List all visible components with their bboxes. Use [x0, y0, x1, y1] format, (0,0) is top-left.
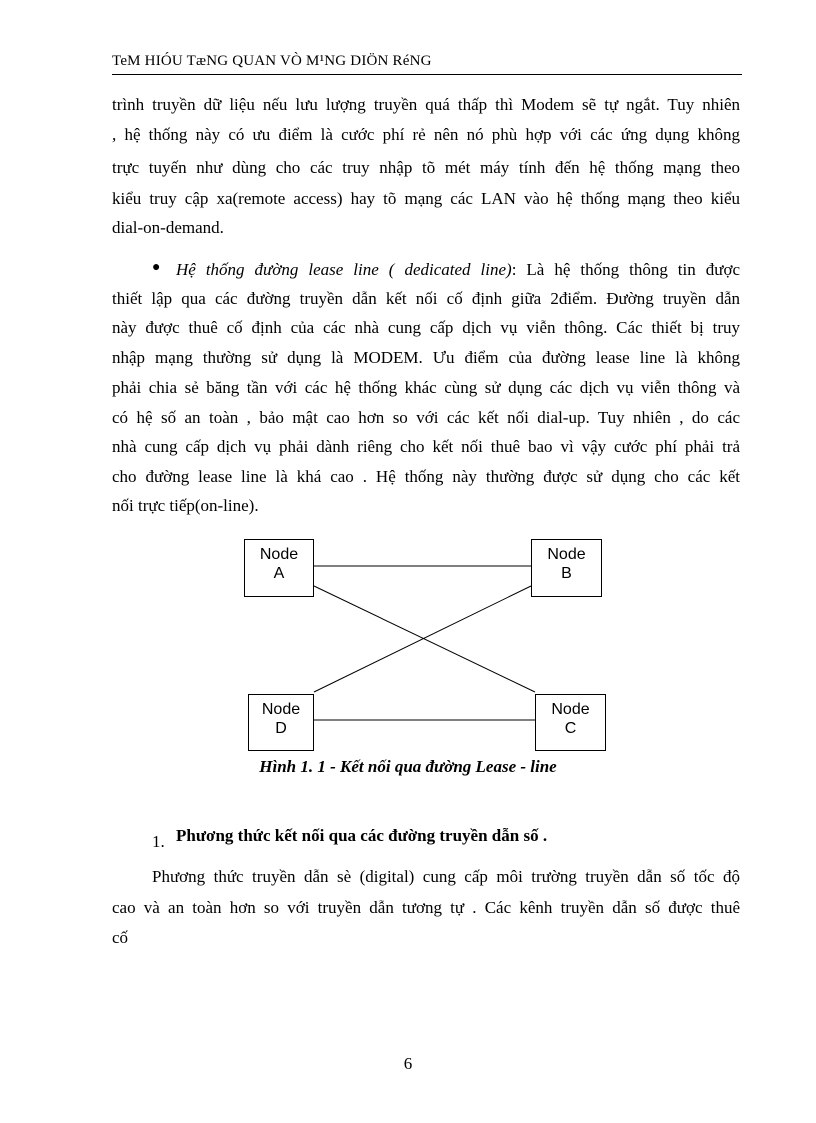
bullet-line: có hệ số an toàn , bảo mật cao hơn so với các kết nối dial-up. Tuy nhiên , do các: [112, 408, 740, 427]
node-id: A: [273, 565, 285, 582]
page-number: 6: [403, 1054, 413, 1073]
paragraph-line: Phương thức truyền dẫn sè (digital) cung cấp môi trường truyền dẫn số tốc độ: [152, 867, 740, 886]
bullet-dot-icon: ●: [152, 260, 161, 275]
node-b: [531, 539, 602, 597]
bullet-line: này được thuê cố định của các nhà cung cấp dịch vụ viễn thông. Các thiết bị truy: [112, 318, 740, 337]
node-id: D: [275, 720, 287, 737]
node-id: B: [561, 565, 572, 582]
node-label: Node: [259, 546, 299, 563]
bullet-line: cho đường lease line là khá cao . Hệ thống này thường được sử dụng cho các kết: [112, 467, 740, 486]
paragraph-line: trực tuyến như dùng cho các truy nhập tõ mét máy tính đến hệ thống mạng theo: [112, 158, 740, 177]
paragraph-line: dial-on-demand.: [112, 218, 224, 237]
paragraph-line: cao và an toàn hơn so với truyền dẫn tương tự . Các kênh truyền dẫn số được thuê: [112, 898, 740, 917]
paragraph-line: kiểu truy cập xa(remote access) hay tõ mạng các LAN vào hệ thống mạng theo kiểu: [112, 189, 740, 208]
bullet-first-line-rest: : Là hệ thống thông tin được: [511, 260, 740, 279]
paragraph-line: trình truyền dữ liệu nếu lưu lượng truyền quá thấp thì Modem sẽ tự ngắt. Tuy nhiên: [112, 95, 740, 114]
bullet-line: thiết lập qua các đường truyền dẫn kết nối cố định giữa 2điểm. Đường truyền dẫn: [112, 289, 740, 308]
bullet-first-line: [176, 258, 740, 282]
bullet-line: nhập mạng thường sử dụng là MODEM. Ưu điểm của đường lease line là không: [112, 348, 740, 367]
node-c: [535, 694, 606, 751]
paragraph-line: , hệ thống này có ưu điểm là cước phí rẻ nên nó phù hợp với các ứng dụng không: [112, 125, 740, 144]
section-number: 1.: [152, 832, 165, 851]
node-d: [248, 694, 314, 751]
bullet-line: nhà cung cấp dịch vụ phải dành riêng cho kết nối thuê bao vì vậy cước phí phải trả: [112, 437, 740, 456]
page-header: [112, 52, 742, 75]
node-id: C: [564, 720, 577, 737]
network-diagram: [220, 530, 620, 760]
bullet-line: phải chia sẻ băng tần với các hệ thống khác cùng sử dụng các dịch vụ viễn thông và: [112, 378, 740, 397]
node-label: Node: [547, 546, 586, 563]
header-title: TeM HIÓU TæNG QUAN VÒ M¹NG DIÖN RéNG: [112, 53, 432, 69]
section-title: Phương thức kết nối qua các đường truyền dẫn số .: [176, 826, 548, 845]
bullet-term: Hệ thống đường lease line ( dedicated line): [176, 260, 512, 279]
node-label: Node: [261, 701, 301, 718]
node-a: [244, 539, 314, 597]
paragraph-line: cố: [112, 928, 129, 947]
bullet-line: nối trực tiếp(on-line).: [112, 496, 259, 515]
figure-caption: Hình 1. 1 - Kết nối qua đường Lease - line: [259, 757, 557, 776]
node-label: Node: [551, 701, 590, 718]
